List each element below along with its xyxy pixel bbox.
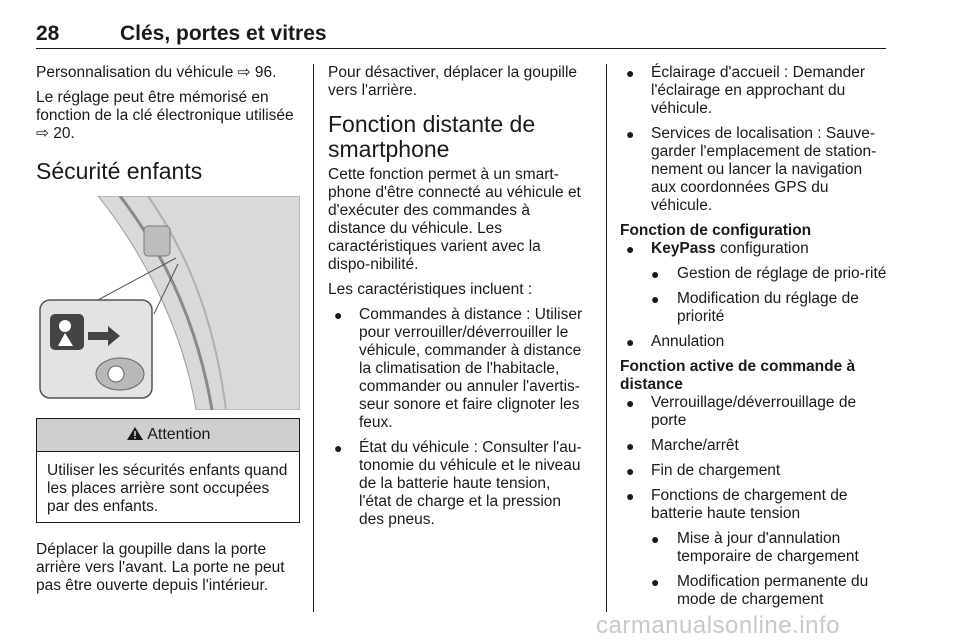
page-title: Clés, portes et vitres <box>120 22 327 45</box>
list-item: ● Services de localisation : Sauve-garder l'emplacement de station-nement ou lancer la navigation aux coordonnées GPS du véhicule. <box>620 125 890 215</box>
child-lock-illustration <box>36 196 300 410</box>
column-divider-1 <box>313 64 314 612</box>
list-item: ● Marche/arrêt <box>620 437 890 455</box>
section-heading-child-safety: Sécurité enfants <box>36 158 203 184</box>
section-heading-smartphone: Fonction distante de smartphone <box>328 111 536 162</box>
column-left <box>36 64 300 602</box>
list-item: ● État du véhicule : Consulter l'au-tonomie du véhicule et le niveau de la batterie haute tension, l'état de charge et la pression des pneus. <box>328 439 583 529</box>
features-list-continued <box>620 64 890 215</box>
warning-triangle-icon <box>126 426 148 443</box>
list-item-keypass <box>620 240 890 258</box>
attention-header <box>37 419 299 452</box>
list-item: ● Annulation <box>620 333 890 351</box>
keypass-suffix: configuration <box>715 240 809 257</box>
column-right <box>620 64 890 616</box>
list-item: ● Mise à jour d'annulation temporaire de chargement <box>620 530 890 566</box>
keypass-label: KeyPass <box>651 240 716 257</box>
attention-body: Utiliser les sécurités enfants quand les places arrière sont occupées par des enfants. <box>47 462 288 515</box>
keypass-sublist <box>620 265 890 326</box>
list-item: ● Fonctions de chargement de batterie haute tension <box>620 487 890 523</box>
column-middle <box>328 64 583 536</box>
attention-title: Attention <box>147 426 211 443</box>
memorisation-note: Le réglage peut être mémorisé en fonction de la clé électronique utilisée ⇨ 20. <box>36 89 294 142</box>
deactivate-text: Pour désactiver, déplacer la goupille vers l'arrière. <box>328 64 578 99</box>
config-heading: Fonction de configuration <box>620 222 812 239</box>
column-divider-2 <box>606 64 607 612</box>
config-list <box>620 240 890 258</box>
remote-list <box>620 394 890 523</box>
features-intro: Les caractéristiques incluent : <box>328 281 533 298</box>
personalisation-ref: Personnalisation du véhicule ⇨ 96. <box>36 64 277 81</box>
list-item: ● Gestion de réglage de prio-rité <box>620 265 890 283</box>
charging-sublist <box>620 530 890 609</box>
annulation-list <box>620 333 890 351</box>
list-item: ● Verrouillage/déverrouillage de porte <box>620 394 890 430</box>
page-header <box>36 22 886 49</box>
watermark: carmanualsonline.info <box>596 612 840 639</box>
features-list <box>328 306 583 529</box>
child-lock-instruction: Déplacer la goupille dans la porte arrière vers l'avant. La porte ne peut pas être ouverte depuis l'intérieur. <box>36 541 285 594</box>
list-item: ● Éclairage d'accueil : Demander l'éclairage en approchant du véhicule. <box>620 64 890 118</box>
list-item: ● Fin de chargement <box>620 462 890 480</box>
remote-heading: Fonction active de commande à distance <box>620 358 856 393</box>
list-item: ● Modification permanente du mode de chargement <box>620 573 890 609</box>
page-number: 28 <box>36 22 60 45</box>
list-item: ● Modification du réglage de priorité <box>620 290 890 326</box>
attention-box <box>36 418 300 523</box>
list-item: ● Commandes à distance : Utiliser pour verrouiller/déverrouiller le véhicule, commander à distance la climatisation de l'habitacle, commander ou annuler l'avertis-seur sonore et faire clignoter les feux. <box>328 306 583 432</box>
smartphone-description: Cette fonction permet à un smart-phone d'être connecté au véhicule et d'exécuter des commandes à distance du véhicule. Les caractéristiques varient avec la dispo-nibilité. <box>328 166 581 273</box>
